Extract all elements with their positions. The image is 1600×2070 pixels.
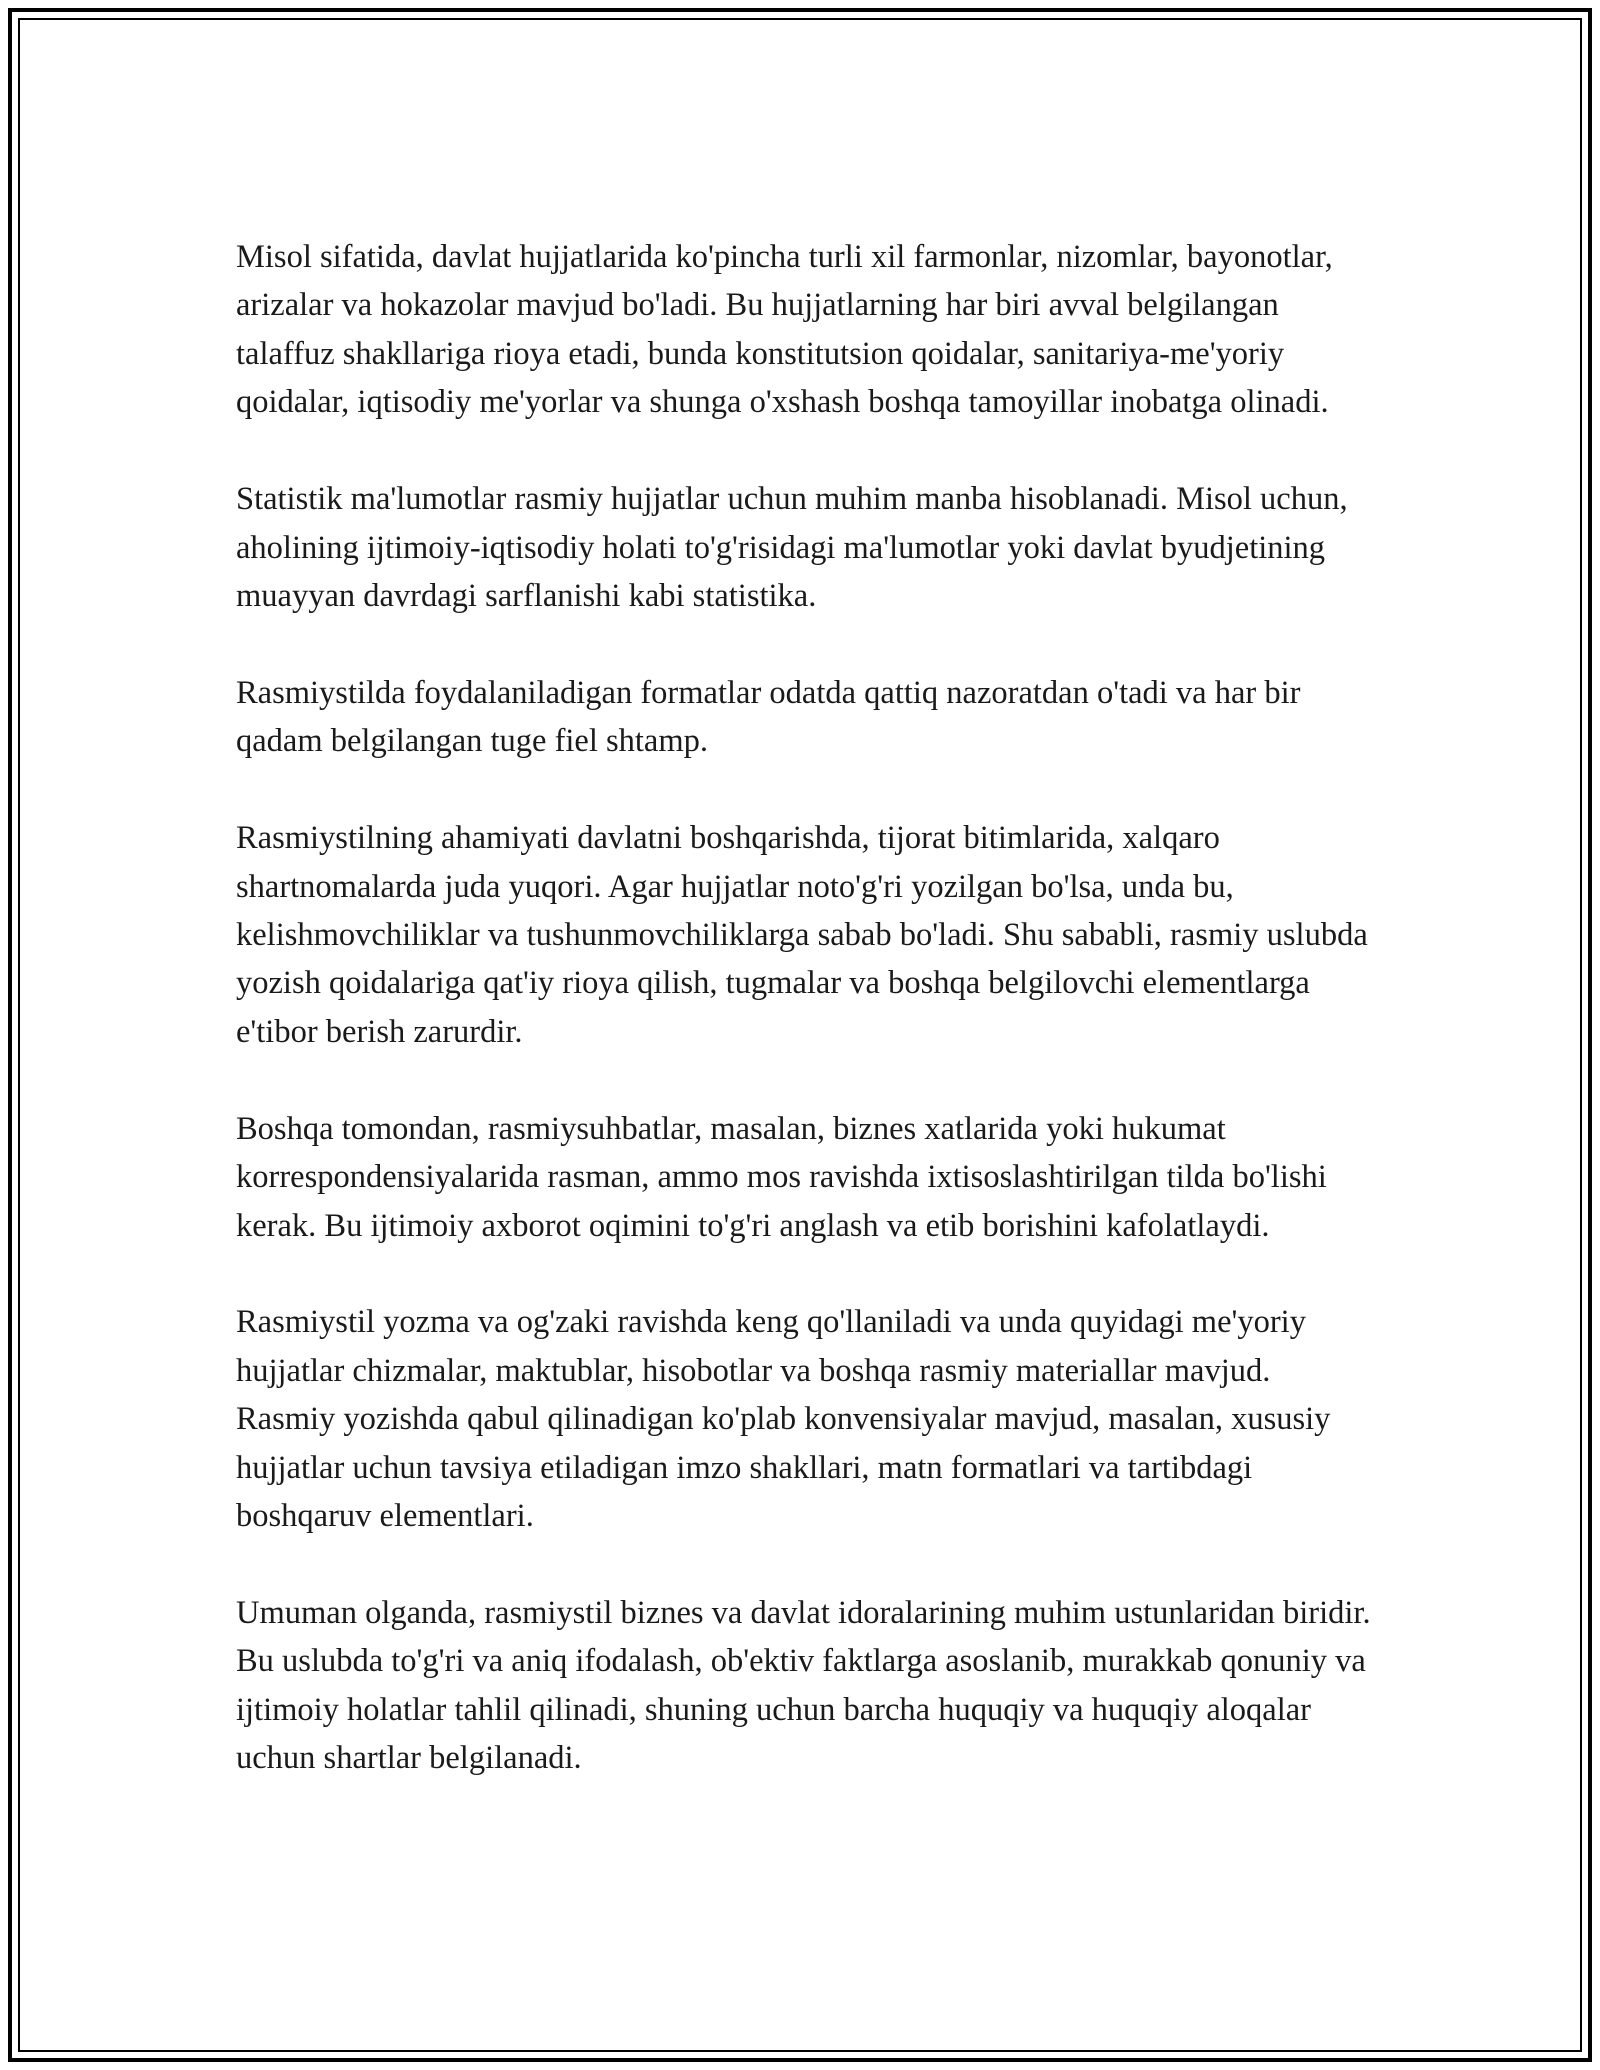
paragraph-7: Umuman olganda, rasmiystil biznes va davlat idoralarining muhim ustunlaridan biridir. Bu uslubda to'g'ri va aniq ifodalash, ob'ektiv faktlarga asoslanib, murakkab qonuniy va ijtimoiy holatlar tahlil qilinadi, shuning uchun barcha huquqiy va huquqiy aloqalar uchun shartlar belgilanadi.: [236, 1594, 1371, 1777]
paragraph-3: Rasmiystilda foydalaniladigan formatlar odatda qattiq nazoratdan o'tadi va har bir qadam belgilangan tuge fiel shtamp.: [236, 674, 1301, 760]
paragraph-6: Rasmiystil yozma va og'zaki ravishda keng qo'llaniladi va unda quyidagi me'yoriy hujjatlar chizmalar, maktublar, hisobotlar va boshqa rasmiy materiallar mavjud. Rasmiy yozishda qabul qilinadigan ko'plab konvensiyalar mavjud, masalan, xususiy hujjatlar uchun tavsiya etiladigan imzo shakllari, matn formatlari va tartibdagi boshqaruv elementlari.: [236, 1304, 1331, 1535]
paragraph-1: Misol sifatida, davlat hujjatlarida ko'pincha turli xil farmonlar, nizomlar, bayonotlar, arizalar va hokazolar mavjud bo'ladi. Bu hujjatlarning har biri avval belgilangan talaffuz shakllariga rioya etadi, bunda konstitutsion qoidalar, sanitariya-me'yoriy qoidalar, iqtisodiy me'yorlar va shunga o'xshash boshqa tamoyillar inobatga olinadi.: [236, 239, 1333, 421]
paragraph-2: Statistik ma'lumotlar rasmiy hujjatlar uchun muhim manba hisoblanadi. Misol uchun, aholining ijtimoiy-iqtisodiy holati to'g'risidagi ma'lumotlar yoki davlat byudjetining muayyan davrdagi sarflanishi kabi statistika.: [236, 481, 1348, 614]
paragraph-5: Boshqa tomondan, rasmiysuhbatlar, masalan, biznes xatlarida yoki hukumat korrespondensiyalarida rasman, ammo mos ravishda ixtisoslashtirilgan tilda bo'lishi kerak. Bu ijtimoiy axborot oqimini to'g'ri anglash va etib borishini kafolatlaydi.: [236, 1110, 1327, 1244]
paragraph-4: Rasmiystilning ahamiyati davlatni boshqarishda, tijorat bitimlarida, xalqaro shartnomalarda juda yuqori. Agar hujjatlar noto'g'ri yozilgan bo'lsa, unda bu, kelishmovchiliklar va tushunmovchiliklarga sabab bo'ladi. Shu sababli, rasmiy uslubda yozish qoidalariga qat'iy rioya qilish, tugmalar va boshqa belgilovchi elementlarga e'tibor berish zarurdir.: [236, 820, 1368, 1050]
document-body: [236, 233, 1376, 1783]
